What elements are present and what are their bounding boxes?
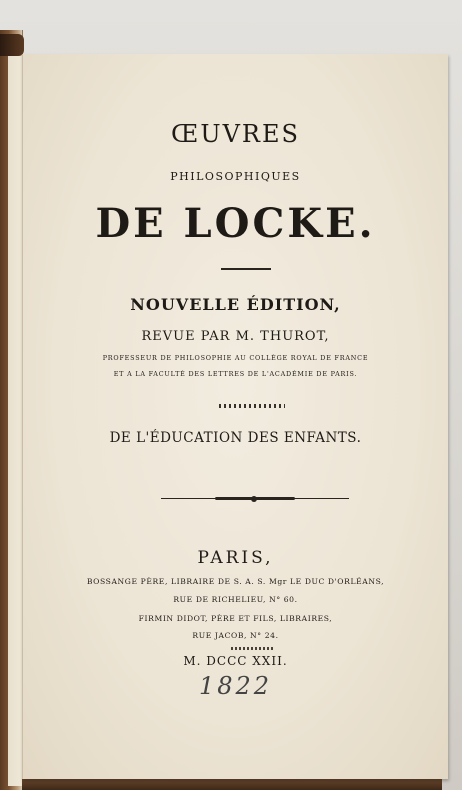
publisher-1-address: RUE DE RICHELIEU, N° 60. bbox=[173, 595, 298, 604]
publisher-2-address: RUE JACOB, N° 24. bbox=[192, 631, 279, 640]
editor-credentials-2: ET A LA FACULTÉ DES LETTRES DE L'ACADÉMIE DE PARIS. bbox=[113, 370, 358, 378]
publisher-1: BOSSANGE PÈRE, LIBRAIRE DE S. A. S. Mgr LE DUC D'ORLÉANS, bbox=[86, 577, 385, 586]
series-title: ŒUVRES bbox=[171, 120, 300, 148]
book-cover-bottom bbox=[22, 778, 442, 790]
handwritten-year: 1822 bbox=[198, 672, 273, 700]
imprint-year: M. DCCC XXII. bbox=[183, 654, 288, 668]
small-dotted-ornament bbox=[231, 647, 275, 650]
title-rule bbox=[221, 268, 271, 270]
dotted-ornament bbox=[219, 404, 285, 408]
title-page bbox=[22, 54, 448, 779]
publisher-2: FIRMIN DIDOT, PÈRE ET FILS, LIBRAIRES, bbox=[138, 614, 333, 623]
decorative-rule bbox=[161, 497, 349, 501]
spine-cap bbox=[0, 34, 24, 56]
imprint-city: PARIS, bbox=[197, 548, 274, 568]
work-title: DE L'ÉDUCATION DES ENFANTS. bbox=[109, 430, 362, 446]
edition-line: NOUVELLE ÉDITION, bbox=[130, 295, 341, 314]
editor-credentials-1: PROFESSEUR DE PHILOSOPHIE AU COLLÈGE ROYAL DE FRANCE bbox=[102, 354, 369, 362]
author-title: DE LOCKE. bbox=[95, 200, 376, 247]
series-subtitle: PHILOSOPHIQUES bbox=[170, 170, 301, 183]
editor-line: REVUE PAR M. THUROT, bbox=[141, 329, 330, 344]
